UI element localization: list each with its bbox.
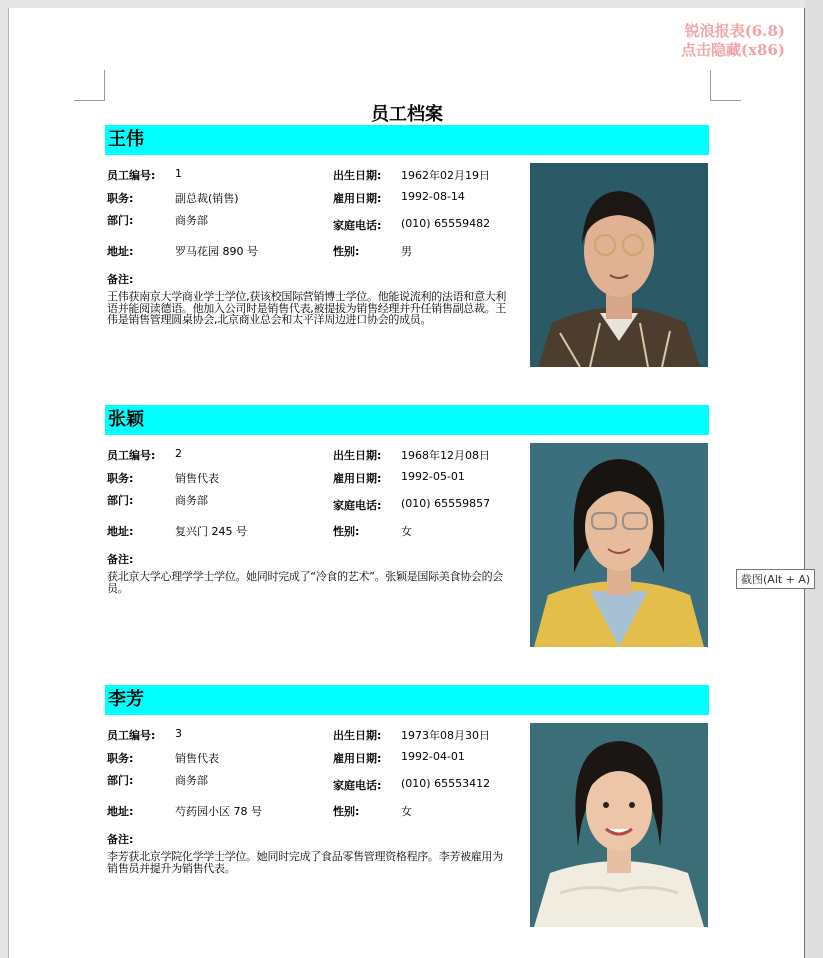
hire-date-label: 雇用日期:	[333, 192, 382, 205]
job-title-value: 副总裁(销售)	[175, 192, 239, 205]
watermark-line: 锐浪报表(6.8)	[684, 22, 785, 40]
hire-date-value: 1992-04-01	[401, 750, 465, 763]
gender-value: 女	[401, 805, 412, 818]
job-title-value: 销售代表	[175, 472, 219, 485]
employee-photo	[530, 723, 708, 927]
vertical-scrollbar[interactable]	[805, 0, 823, 958]
employee-id-value: 2	[175, 447, 182, 460]
employee-name: 李芳	[105, 685, 709, 715]
address-label: 地址:	[107, 525, 134, 538]
job-title-value: 销售代表	[175, 752, 219, 765]
address-value: 罗马花园 890 号	[175, 245, 258, 258]
birth-date-value: 1973年08月30日	[401, 729, 490, 742]
notes-label: 备注:	[107, 553, 134, 566]
birth-date-label: 出生日期:	[333, 449, 382, 462]
department-value: 商务部	[175, 214, 208, 227]
notes-label: 备注:	[107, 273, 134, 286]
employee-id-value: 3	[175, 727, 182, 740]
department-label: 部门:	[107, 774, 134, 787]
gender-label: 性别:	[333, 805, 360, 818]
employee-photo	[530, 163, 708, 367]
home-phone-label: 家庭电话:	[333, 499, 382, 512]
job-title-label: 职务:	[107, 192, 134, 205]
hire-date-value: 1992-08-14	[401, 190, 465, 203]
employee-record	[105, 685, 709, 935]
gender-label: 性别:	[333, 245, 360, 258]
margin-corner-mark	[710, 70, 741, 101]
address-label: 地址:	[107, 805, 134, 818]
notes-text: 获北京大学心理学学士学位。她同时完成了“冷食的艺术”。张颖是国际美食协会的会员。	[107, 570, 503, 595]
department-value: 商务部	[175, 494, 208, 507]
employee-record	[105, 125, 709, 375]
birth-date-label: 出生日期:	[333, 729, 382, 742]
home-phone-value: (010) 65553412	[401, 777, 491, 790]
watermark-line: 点击隐藏(x86)	[680, 41, 785, 59]
department-label: 部门:	[107, 214, 134, 227]
birth-date-label: 出生日期:	[333, 169, 382, 182]
screenshot-tooltip: 截图(Alt + A)	[736, 569, 815, 589]
employee-photo	[530, 443, 708, 647]
employee-name: 王伟	[105, 125, 709, 155]
department-label: 部门:	[107, 494, 134, 507]
address-value: 复兴门 245 号	[175, 525, 247, 538]
gender-label: 性别:	[333, 525, 360, 538]
address-value: 芍药园小区 78 号	[175, 805, 262, 818]
job-title-label: 职务:	[107, 472, 134, 485]
report-title: 员工档案	[371, 104, 443, 125]
employee-id-label: 员工编号:	[107, 169, 156, 182]
hire-date-label: 雇用日期:	[333, 752, 382, 765]
notes-text: 李芳获北京学院化学学士学位。她同时完成了食品零售管理资格程序。李芳被雇用为销售员并提升为销售代表。	[107, 850, 503, 875]
home-phone-label: 家庭电话:	[333, 779, 382, 792]
department-value: 商务部	[175, 774, 208, 787]
address-label: 地址:	[107, 245, 134, 258]
employee-id-value: 1	[175, 167, 182, 180]
birth-date-value: 1962年02月19日	[401, 169, 490, 182]
employee-name: 张颖	[105, 405, 709, 435]
employee-id-label: 员工编号:	[107, 449, 156, 462]
notes-label: 备注:	[107, 833, 134, 846]
gender-value: 男	[401, 245, 412, 258]
birth-date-value: 1968年12月08日	[401, 449, 490, 462]
home-phone-value: (010) 65559482	[401, 217, 491, 230]
employee-record	[105, 405, 709, 655]
home-phone-value: (010) 65559857	[401, 497, 491, 510]
gender-value: 女	[401, 525, 412, 538]
notes-text: 王伟获南京大学商业学士学位,获该校国际营销博士学位。他能说流利的法语和意大利语并能阅读德语。他加入公司时是销售代表,被提拔为销售经理并升任销售副总裁。王伟是销售管理圆桌协会,北京商业总会和太平洋周边进口协会的成员。	[107, 290, 507, 326]
employee-id-label: 员工编号:	[107, 729, 156, 742]
hire-date-value: 1992-05-01	[401, 470, 465, 483]
margin-corner-mark	[74, 70, 105, 101]
watermark-hide-link[interactable]	[681, 22, 785, 60]
home-phone-label: 家庭电话:	[333, 219, 382, 232]
hire-date-label: 雇用日期:	[333, 472, 382, 485]
job-title-label: 职务:	[107, 752, 134, 765]
